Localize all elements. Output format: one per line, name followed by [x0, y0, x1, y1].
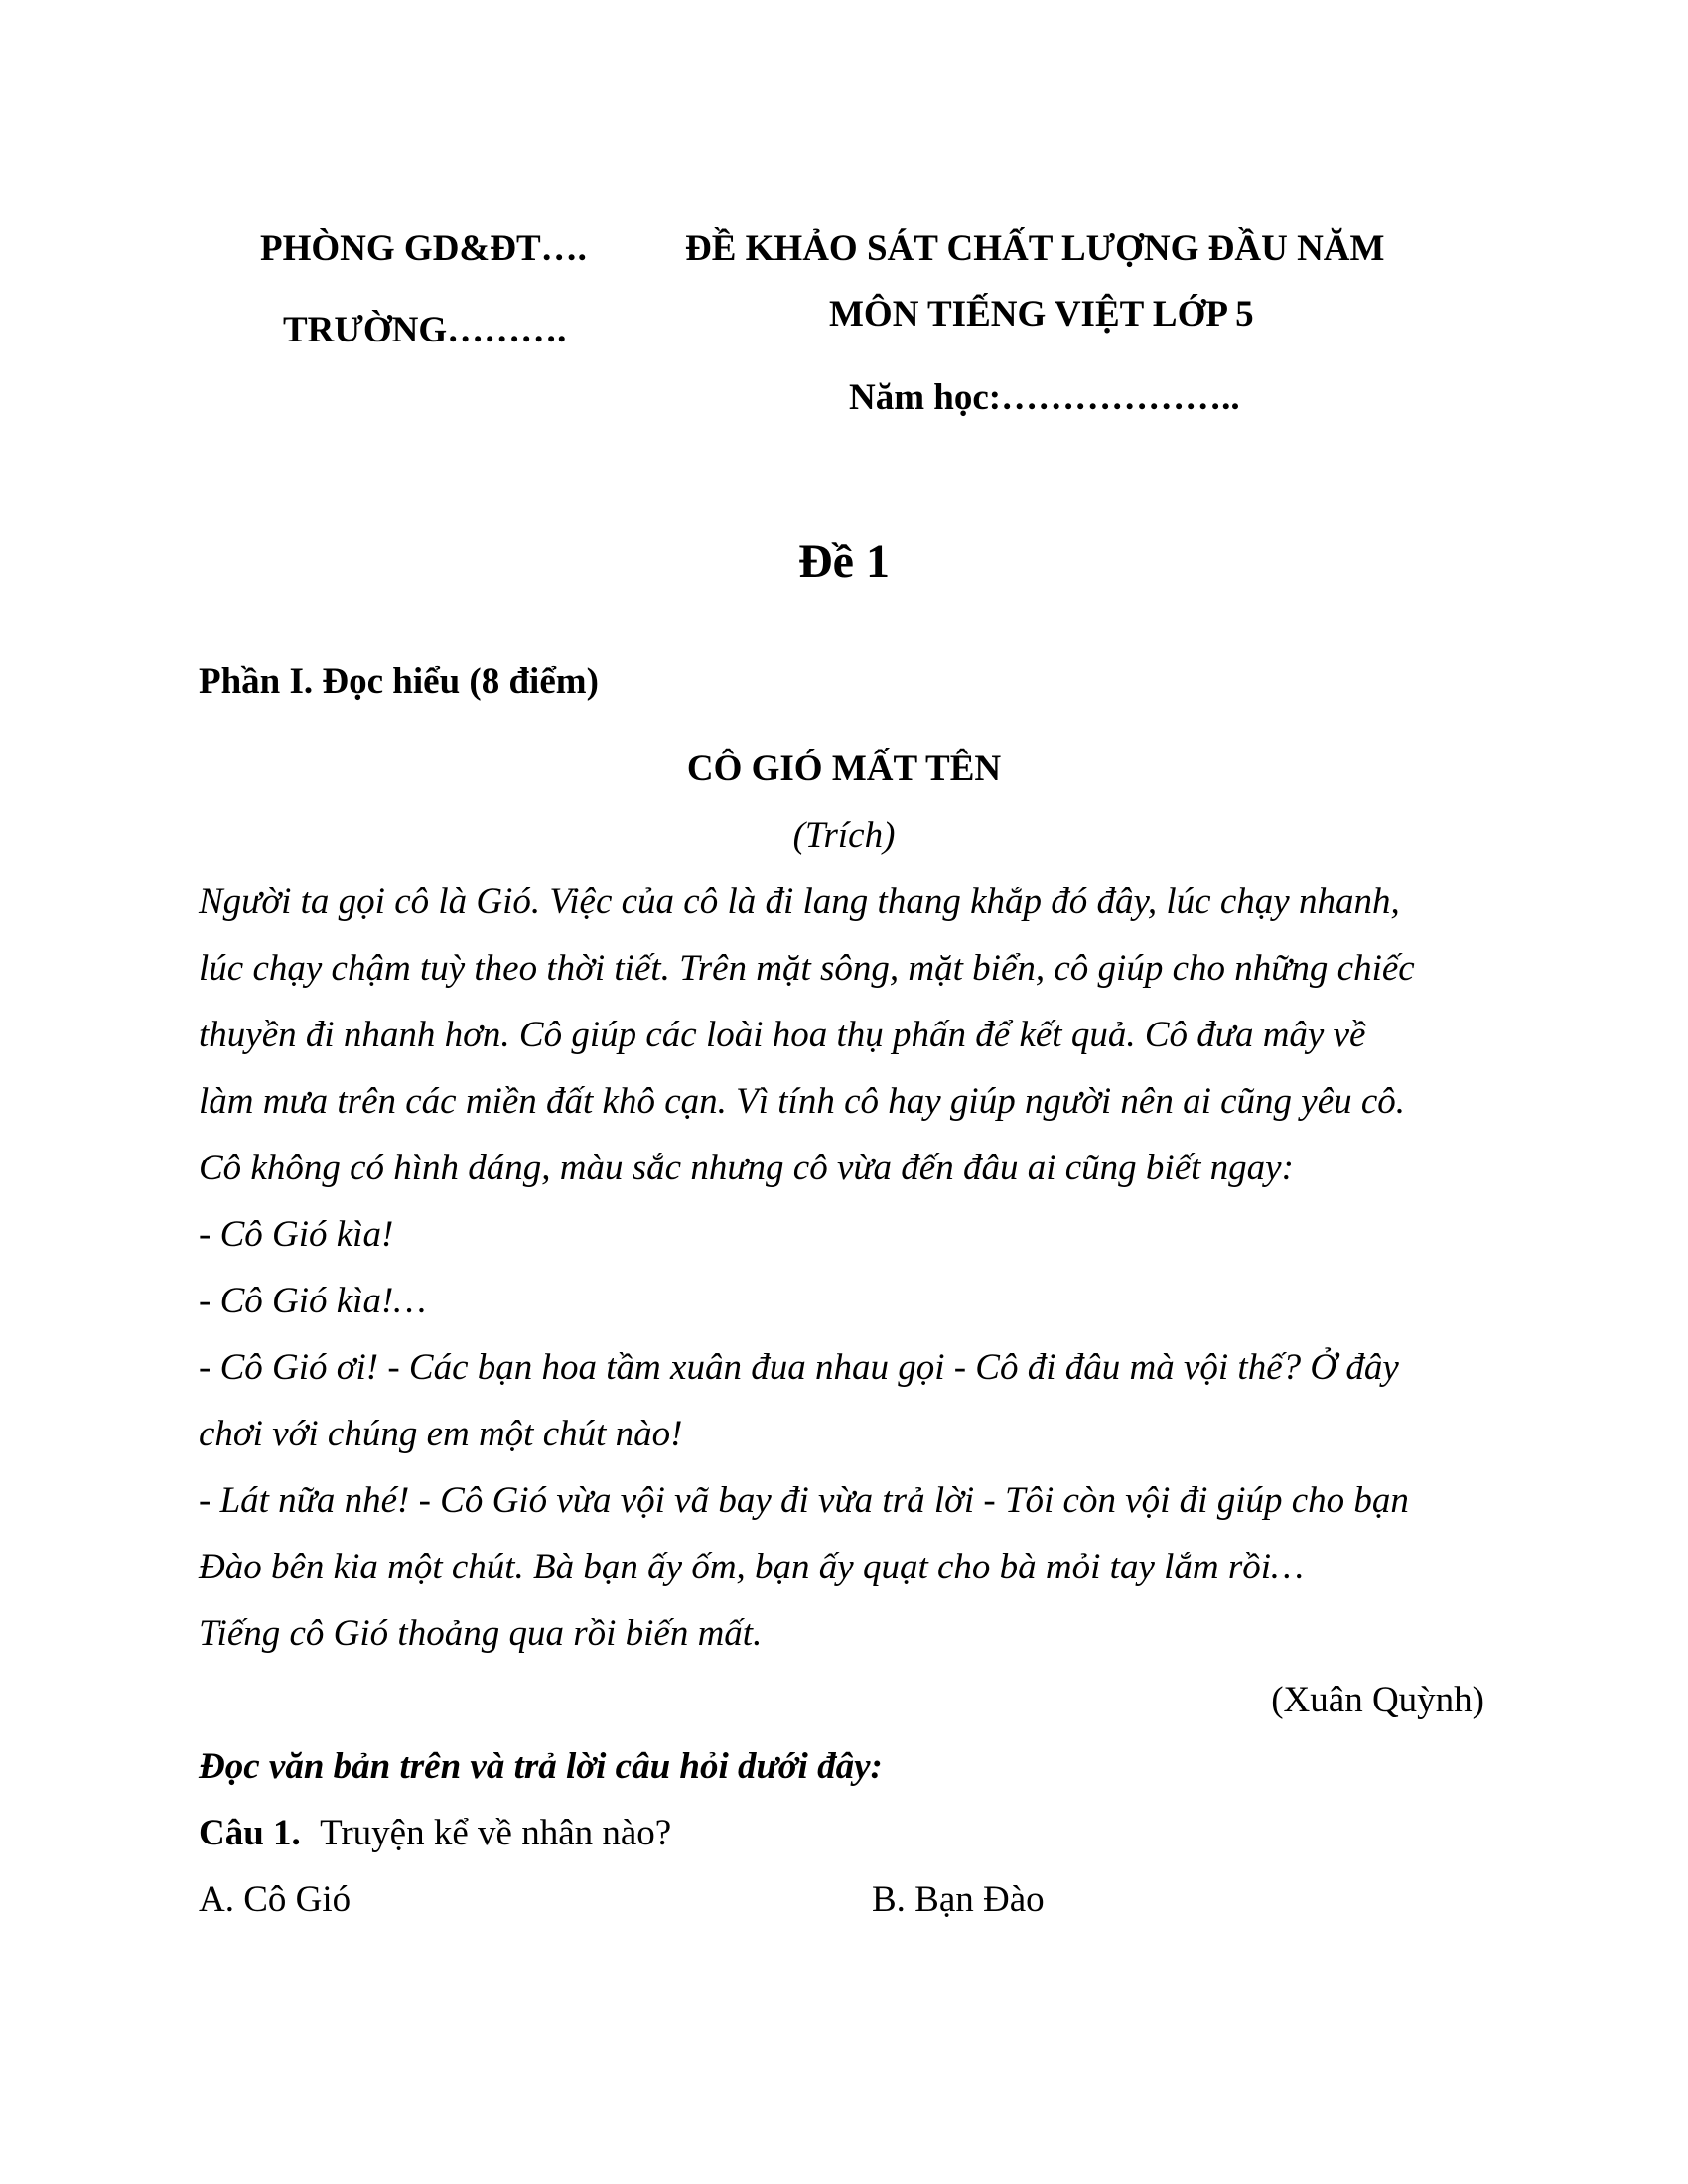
story-line: Người ta gọi cô là Gió. Việc của cô là đi lang thang khắp đó đây, lúc chạy nhanh, — [199, 882, 1400, 922]
story-line: thuyền đi nhanh hơn. Cô giúp các loài hoa thụ phấn để kết quả. Cô đưa mây về — [199, 1015, 1366, 1055]
header-department: PHÒNG GD&ĐT…. — [260, 228, 587, 269]
story-title: CÔ GIÓ MẤT TÊN — [686, 749, 1002, 789]
header-subject: MÔN TIẾNG VIỆT LỚP 5 — [829, 294, 1254, 335]
header-school: TRƯỜNG………. — [283, 310, 567, 350]
question-1 — [199, 1815, 671, 1851]
story-line: - Cô Gió kìa! — [199, 1214, 394, 1255]
question-label: Câu 1. — [199, 1813, 301, 1853]
exam-title: Đề 1 — [798, 535, 890, 588]
story-line: làm mưa trên các miền đất khô cạn. Vì tính cô hay giúp người nên ai cũng yêu cô. — [199, 1081, 1406, 1122]
header-exam-name: ĐỀ KHẢO SÁT CHẤT LƯỢNG ĐẦU NĂM — [685, 228, 1385, 269]
story-line: chơi với chúng em một chút nào! — [199, 1414, 683, 1454]
header-school-year: Năm học:……………….. — [849, 377, 1240, 418]
section-title: Phần I. Đọc hiểu (8 điểm) — [199, 661, 599, 702]
story-line: Tiếng cô Gió thoảng qua rồi biến mất. — [199, 1613, 763, 1654]
option-a: A. Cô Gió — [199, 1879, 352, 1920]
story-line: - Cô Gió ơi! - Các bạn hoa tầm xuân đua nhau gọi - Cô đi đâu mà vội thế? Ở đây — [199, 1347, 1399, 1388]
instruction: Đọc văn bản trên và trả lời câu hỏi dưới đây: — [199, 1746, 883, 1787]
question-text: Truyện kể về nhân nào? — [320, 1813, 672, 1853]
story-line: Cô không có hình dáng, màu sắc nhưng cô vừa đến đâu ai cũng biết ngay: — [199, 1148, 1294, 1188]
story-subtitle: (Trích) — [792, 815, 896, 856]
story-author: (Xuân Quỳnh) — [1271, 1680, 1484, 1720]
story-line: lúc chạy chậm tuỳ theo thời tiết. Trên mặt sông, mặt biển, cô giúp cho những chiếc — [199, 948, 1415, 989]
story-line: - Lát nữa nhé! - Cô Gió vừa vội vã bay đi vừa trả lời - Tôi còn vội đi giúp cho bạn — [199, 1480, 1409, 1521]
story-line: Đào bên kia một chút. Bà bạn ấy ốm, bạn ấy quạt cho bà mỏi tay lắm rồi… — [199, 1547, 1304, 1587]
story-line: - Cô Gió kìa!… — [199, 1281, 427, 1321]
option-b: B. Bạn Đào — [872, 1879, 1045, 1920]
